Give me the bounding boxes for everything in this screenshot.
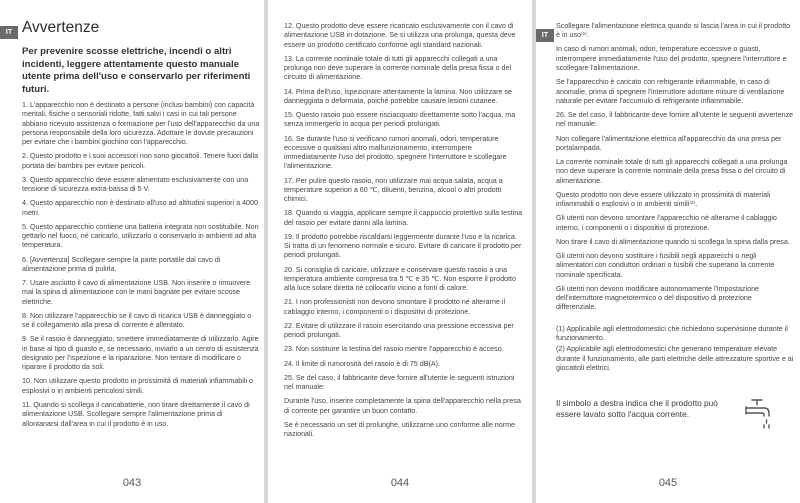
warning-item: 3. Questo apparecchio deve essere alimentato esclusivamente con una tensione di sicurezza extra-bassa di 5 V. <box>22 175 249 194</box>
warning-item: 26. Se del caso, il fabbricante deve fornire all'utente le seguenti avvertenze nel manuale: <box>556 111 794 129</box>
footnotes <box>556 325 794 373</box>
warning-item: 13. La corrente nominale totale di tutti gli apparecchi collegati a una prolunga non deve superare la corrente nominale della presa fissa o del circuito di alimentazione. <box>284 54 512 82</box>
warning-item: 7. Usare asciutto il cavo di alimentazione USB. Non inserire o rimuovere mai la spina di alimentazione con le mani bagnate per evitare scosse elettriche. <box>22 279 251 306</box>
warning-item: 17. Per pulire questo rasoio, non utilizzare mai acqua salata, acqua a temperature superiori a 60 ℃, diluenti, benzina, alcool o altri prodotti chimici. <box>284 176 503 204</box>
warning-item: 12. Questo prodotto deve essere ricaricato esclusivamente con il cavo di alimentazione USB in dotazione. Se si utilizza una prolunga, questa deve essere un prodotto certificato conforme agli standard nazionali. <box>284 22 516 49</box>
warning-item: Gli utenti non devono smontare l'apparecchio né alterarne il cablaggio interno, i componenti o i dispositivi di protezione. <box>556 214 777 232</box>
warning-item: 19. Il prodotto potrebbe riscaldarsi leggermente durante l'uso e la ricarica. Si tratta di un fenomeno normale e sicuro. Evitare di caricare il prodotto per periodi prolungati. <box>284 232 522 260</box>
warning-item: Scollegare l'alimentazione elettrica quando si lascia l'area in cui il prodotto è in uso⁽¹⁾. <box>556 22 791 40</box>
warning-item: 4. Questo apparecchio non è destinato all'uso ad altitudini superiori a 4000 metri. <box>22 199 258 217</box>
warning-item: 25. Se del caso, il fabbricante deve fornire all'utente le seguenti istruzioni nel manuale: <box>284 373 515 392</box>
warning-item: Se l'apparecchio è caricato con refrigerante infiammabile, in caso di anomalie, prima di spegnere l'interruttore adottare misure di ventilazione naturale per evitare l'accumulo di refrigerante infiammabile. <box>556 78 785 105</box>
warning-item: Gli utenti non devono sostituire i fusibili negli apparecchi o negli alimentatori con conduttori ordinari o fusibili che superano la corrente nominale specificata. <box>556 251 775 279</box>
washable-symbol-text: Il simbolo a destra indica che il prodotto può essere lavato sotto l'acqua corrente. <box>556 398 718 419</box>
warning-item: 16. Se durante l'uso si verificano rumori anomali, odori, temperature eccessive o qualsiasi altro malfunzionamento, interrompere immediatamente l'uso del prodotto, spegnere l'interruttore e scollegare l'alimentazione. <box>284 134 507 171</box>
warning-item: Questo prodotto non deve essere utilizzato in prossimità di materiali infiammabili o esplosivi o in ambienti simili⁽²⁾. <box>556 190 771 209</box>
language-tab: IT <box>0 26 18 39</box>
warning-item: In caso di rumori anomali, odori, temperature eccessive o guasti, interrompere immediatamente l'uso del prodotto, spegnere l'interruttore e scollegare l'alimentazione. <box>556 45 787 73</box>
warnings-column-middle <box>284 22 524 444</box>
warning-item: 14. Prima dell'uso, ispezionare attentamente la lamina. Non utilizzare se danneggiata o deformata, poiché potrebbe causare lesioni cutanee. <box>284 87 512 105</box>
warning-item: 18. Quando si viaggia, applicare sempre il cappuccio protettivo sulla testina del rasoio per evitare danni alla lamina. <box>284 209 523 227</box>
warning-item: 21. I non professionisti non devono smontare il prodotto né alterarne il cablaggio interno, i componenti o i dispositivi di protezione. <box>284 298 506 316</box>
water-tap-icon <box>742 396 774 432</box>
warning-item: 11. Quando si scollega il caricabatterie, non tirare direttamente il cavo di alimentazione USB. Scollegare sempre l'alimentazione prima di allontanarsi dall'area in cui il prodotto è in uso. <box>22 400 250 428</box>
page-subtitle: Per prevenire scosse elettriche, incendi o altri incidenti, leggere attentamente questo manuale utente prima dell'uso e conservarlo per riferimenti futuri. <box>22 46 251 95</box>
page-number: 045 <box>658 477 678 489</box>
warning-item: 10. Non utilizzare questo prodotto in prossimità di materiali infiammabili o esplosivi o in ambienti pericolosi simili. <box>22 377 253 395</box>
warning-item: 22. Evitare di utilizzare il rasoio esercitando una pressione eccessiva per periodi prolungati. <box>284 321 514 340</box>
warning-item: 8. Non utilizzare l'apparecchio se il cavo di ricarica USB è danneggiato o se il collegamento alla presa di corrente è allentato. <box>22 311 252 330</box>
warnings-column-right <box>556 22 794 375</box>
warning-item: 5. Questo apparecchio contiene una batteria integrata non sostituibile. Non gettarlo nel fuoco, né caricarlo, utilizzarlo o conservarlo in ambienti ad alta temperatura. <box>22 222 259 250</box>
warning-item: Se è necessario un set di prolunghe, utilizzarne uno conforme alle norme nazionali. <box>284 420 516 439</box>
warning-item: 9. Se il rasoio è danneggiato, smettere immediatamente di utilizzarlo. Agire in base al tipo di guasto e, se necessario, inviarlo a un centro di assistenza designato per l'ispezione e la riparazione. Non tentare di modificare o riparare il prodotto da soli. <box>22 335 259 372</box>
warning-item: Gli utenti non devono modificare autonomamente l'impostazione dell'interruttore magnetotermico o del dispositivo di protezione differenziale. <box>556 284 760 312</box>
page-045 <box>536 0 800 503</box>
page-number: 044 <box>390 477 410 489</box>
warning-item: Non collegare l'alimentazione elettrica all'apparecchio da una presa per portalampada. <box>556 134 782 152</box>
page-044 <box>268 0 532 503</box>
page-title: Avvertenze <box>22 19 100 36</box>
footnote: (1) Applicabile agli elettrodomestici che richiedono supervisione durante il funzionamento. <box>556 324 788 342</box>
warning-item: 15. Questo rasoio può essere risciacquato direttamente sotto l'acqua, ma senza immergerlo in acqua per periodi prolungati. <box>284 111 516 129</box>
language-tab: IT <box>536 29 554 42</box>
warning-item: La corrente nominale totale di tutti gli apparecchi collegati a una prolunga non deve superare la corrente nominale della presa fissa o del circuito di alimentazione. <box>556 158 788 185</box>
page-number: 043 <box>122 477 142 489</box>
warnings-column-left <box>22 101 260 434</box>
warning-item: 2. Questo prodotto e i suoi accessori non sono giocattoli. Tenere fuori dalla portata dei bambini per evitare pericoli. <box>22 152 259 170</box>
warning-item: 24. Il limite di rumorosità del rasoio è di 75 dB(A). <box>284 359 440 368</box>
warning-item: Durante l'uso, inserire completamente la spina dell'apparecchio nella presa di corrente per garantire un buon contatto. <box>284 397 521 415</box>
page-043 <box>0 0 264 503</box>
warning-item: 6. [Avvertenza] Scollegare sempre la parte portatile dal cavo di alimentazione prima di pulirla. <box>22 255 221 273</box>
warning-item: 23. Non sostituire la testina del rasoio mentre l'apparecchio è acceso. <box>284 345 504 354</box>
warning-item: 1. L'apparecchio non è destinato a persone (inclusi bambini) con capacità mentali, fisiche o sensoriali ridotte, fatti salvi i casi in cui tali persone abbiano ricevuto assistenza o formazione per l'uso dell'apparecchio da una persona responsabile della loro sicurezza. Adottare le dovute precauzioni per evitare che i bambini giochino con l'apparecchio. <box>22 101 260 147</box>
warning-item: 20. Si consiglia di caricare, utilizzare e conservare questo rasoio a una temperatura ambiente compresa tra 5 ℃ e 35 ℃. Non esporre il prodotto alla luce solare diretta né collocarlo vicino a fonti di calore. <box>284 265 516 293</box>
footnote: (2) Applicabile agli elettrodomestici che generano temperature elevate durante il funzionamento, alle parti elettriche delle attrezzature sportive e ai giocattoli elettrici. <box>556 345 794 372</box>
warning-item: Non tirare il cavo di alimentazione quando si scollega la spina dalla presa. <box>556 237 790 246</box>
